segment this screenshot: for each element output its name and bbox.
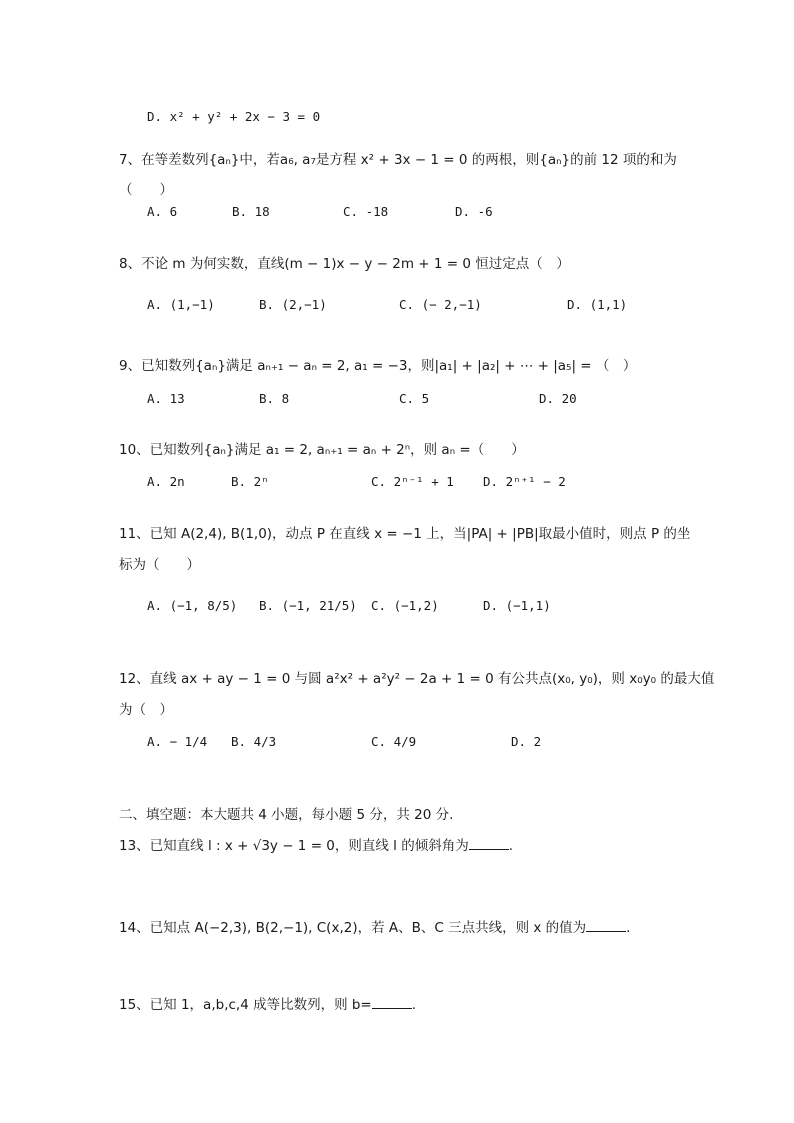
q7-paren: （ ）	[119, 182, 173, 198]
q7-stem: 7、在等差数列{aₙ}中，若a₆, a₇是方程 x² + 3x − 1 = 0 的两根，则{aₙ}的前 12 项的和为	[119, 152, 677, 168]
q9-option-a: A. 13	[147, 391, 185, 406]
q8-option-a: A. (1,−1)	[147, 297, 215, 312]
q15-end: .	[411, 997, 417, 1013]
q10-stem: 10、已知数列{aₙ}满足 a₁ = 2, aₙ₊₁ = aₙ + 2ⁿ，则 aₙ =（ ）	[119, 442, 525, 458]
q14-stem: 14、已知点 A(−2,3), B(2,−1), C(x,2)，若 A、B、C 三点共线，则 x 的值为	[119, 920, 587, 936]
q15-stem: 15、已知 1，a,b,c,4 成等比数列，则 b=	[119, 997, 372, 1013]
q13-end: .	[508, 838, 514, 854]
q11-option-b: B. (−1, 21/5)	[259, 598, 357, 613]
q7-option-c: C. -18	[343, 204, 389, 219]
q10-option-b: B. 2ⁿ	[231, 474, 269, 489]
q7-option-b: B. 18	[232, 204, 270, 219]
q8-option-d: D. (1,1)	[567, 297, 628, 312]
q11-stem: 11、已知 A(2,4), B(1,0)，动点 P 在直线 x = −1 上，当|PA| + |PB|取最小值时，则点 P 的坐	[119, 526, 691, 542]
q15-answer-blank[interactable]	[372, 994, 412, 1009]
q7-option-a: A. 6	[147, 204, 178, 219]
q11-option-c: C. (−1,2)	[371, 598, 439, 613]
q13-stem: 13、已知直线 l : x + √3y − 1 = 0，则直线 l 的倾斜角为	[119, 838, 469, 854]
q14-end: .	[626, 920, 631, 936]
q12-stem: 12、直线 ax + ay − 1 = 0 与圆 a²x² + a²y² − 2a + 1 = 0 有公共点(x₀, y₀)，则 x₀y₀ 的最大值	[119, 671, 715, 687]
q10-option-d: D. 2ⁿ⁺¹ − 2	[483, 474, 566, 489]
q12-stem-continued: 为（ ）	[119, 702, 173, 718]
q8-option-b: B. (2,−1)	[259, 297, 327, 312]
q12-option-d: D. 2	[511, 734, 542, 749]
q15-line	[119, 994, 754, 1015]
q6-option-d: D. x² + y² + 2x − 3 = 0	[147, 109, 321, 124]
q9-option-c: C. 5	[399, 391, 430, 406]
q7-option-d: D. -6	[455, 204, 493, 219]
q13-answer-blank[interactable]	[469, 835, 509, 850]
q14-answer-blank[interactable]	[586, 917, 626, 932]
q10-option-c: C. 2ⁿ⁻¹ + 1	[371, 474, 454, 489]
q11-option-a: A. (−1, 8/5)	[147, 598, 238, 613]
q14-line	[119, 917, 754, 938]
q8-option-c: C. (− 2,−1)	[399, 297, 482, 312]
q10-option-a: A. 2n	[147, 474, 185, 489]
section-heading: 二、填空题：本大题共 4 小题，每小题 5 分，共 20 分.	[119, 807, 454, 823]
q11-stem-continued: 标为（ ）	[119, 557, 200, 573]
q8-stem: 8、不论 m 为何实数，直线(m − 1)x − y − 2m + 1 = 0 恒过定点（ ）	[119, 256, 570, 272]
q9-option-d: D. 20	[539, 391, 577, 406]
q12-option-a: A. − 1/4	[147, 734, 208, 749]
q13-line	[119, 835, 754, 856]
q12-option-c: C. 4/9	[371, 734, 417, 749]
q9-stem: 9、已知数列{aₙ}满足 aₙ₊₁ − aₙ = 2, a₁ = −3，则|a₁| + |a₂| + ⋯ + |a₅| = （ ）	[119, 358, 637, 374]
q12-option-b: B. 4/3	[231, 734, 277, 749]
q11-option-d: D. (−1,1)	[483, 598, 551, 613]
q9-option-b: B. 8	[259, 391, 290, 406]
